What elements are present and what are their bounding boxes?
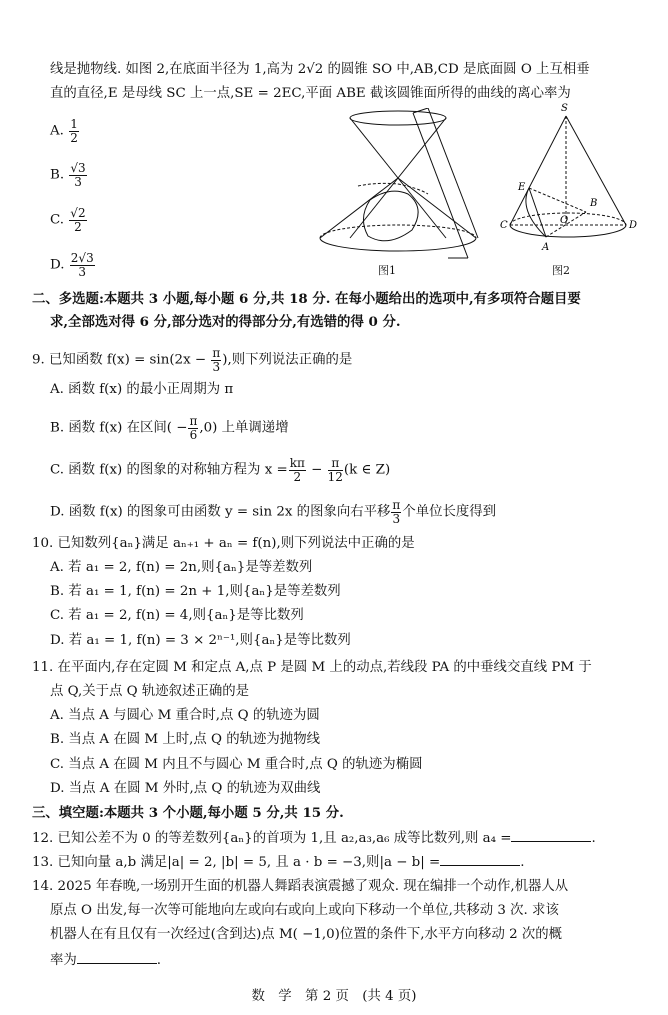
figure-1-double-cone bbox=[318, 108, 480, 268]
q11-stem-line2: 点 Q,关于点 Q 轨迹叙述正确的是 bbox=[50, 684, 250, 699]
answer-blank[interactable] bbox=[440, 853, 520, 866]
q10-option-b: B. 若 a₁ = 1, f(n) = 2n + 1,则{aₙ}是等差数列 bbox=[50, 584, 341, 599]
section2-heading-line1: 二、多选题:本题共 3 小题,每小题 6 分,共 18 分. 在每小题给出的选项中,有多项符合题目要 bbox=[32, 291, 581, 307]
q10-option-d: D. 若 a₁ = 1, f(n) = 3 × 2ⁿ⁻¹,则{aₙ}是等比数列 bbox=[50, 633, 351, 648]
label-a: A bbox=[542, 242, 550, 253]
q8-option-d bbox=[50, 252, 96, 278]
q9-option-b: B. 函数 f(x) 在区间( − $\frac{\pi}{6}$ ,0) 上单调递增 bbox=[50, 414, 289, 442]
label-o: O bbox=[560, 215, 569, 226]
answer-blank[interactable] bbox=[511, 829, 591, 842]
q10-option-c: C. 若 a₁ = 2, f(n) = 4,则{aₙ}是等比数列 bbox=[50, 608, 304, 623]
q9-option-c: C. 函数 f(x) 的图象的对称轴方程为 x = $\frac{k\pi}{2}$ − $\frac{\pi}{12}$ (k ∈ Z) bbox=[50, 456, 391, 484]
label-e: E bbox=[518, 182, 526, 193]
option-fraction: $\frac{√3}{3}$ bbox=[70, 161, 86, 189]
option-label: B. bbox=[50, 167, 65, 183]
label-b: B bbox=[590, 198, 598, 209]
q8-intro-line2: 直的直径,E 是母线 SC 上一点,SE = 2EC,平面 ABE 截该圆锥面所得的曲线的离心率为 bbox=[50, 86, 571, 101]
q13-text: 13. 已知向量 a,b 满足|a| = 2, |b| = 5, 且 a · b = −3,则|a − b| = . bbox=[32, 855, 525, 870]
figure-2-cone bbox=[498, 100, 648, 260]
q14-line1: 14. 2025 年春晚,一场别开生面的机器人舞蹈表演震撼了观众. 现在编排一个动作,机器人从 bbox=[32, 879, 569, 894]
q11-stem-line1: 11. 在平面内,存在定圆 M 和定点 A,点 P 是圆 M 上的动点,若线段 PA 的中垂线交直线 PM 于 bbox=[32, 660, 592, 675]
option-label: C. bbox=[50, 212, 65, 228]
q9-stem: 9. 已知函数 f(x) = sin(2x − $\frac{\pi}{3}$ ),则下列说法正确的是 bbox=[32, 346, 353, 374]
q11-option-c: C. 当点 A 在圆 M 内且不与圆心 M 重合时,点 Q 的轨迹为椭圆 bbox=[50, 757, 423, 772]
q12-text: 12. 已知公差不为 0 的等差数列{aₙ}的首项为 1,且 a₂,a₃,a₆ 成等比数列,则 a₄ = . bbox=[32, 831, 596, 846]
q11-option-b: B. 当点 A 在圆 M 上时,点 Q 的轨迹为抛物线 bbox=[50, 732, 320, 747]
q10-option-a: A. 若 a₁ = 2, f(n) = 2n,则{aₙ}是等差数列 bbox=[50, 560, 313, 575]
q8-option-a bbox=[50, 118, 80, 144]
q8-option-c bbox=[50, 207, 88, 233]
section3-heading: 三、填空题:本题共 3 个小题,每小题 5 分,共 15 分. bbox=[32, 805, 344, 821]
q9-option-d: D. 函数 f(x) 的图象可由函数 y = sin 2x 的图象向右平移 $\frac{\pi}{3}$ 个单位长度得到 bbox=[50, 498, 497, 526]
option-label: D. bbox=[50, 257, 65, 273]
label-c: C bbox=[500, 220, 508, 231]
option-label: A. bbox=[50, 123, 64, 139]
q11-option-a: A. 当点 A 与圆心 M 重合时,点 Q 的轨迹为圆 bbox=[50, 708, 320, 723]
q14-line2: 原点 O 出发,每一次等可能地向左或向右或向上或向下移动一个单位,共移动 3 次. 求该 bbox=[50, 903, 559, 918]
q14-line3: 机器人在有且仅有一次经过(含到达)点 M( −1,0)位置的条件下,水平方向移动 2 次的概 bbox=[50, 927, 563, 942]
figure-1-caption: 图1 bbox=[378, 264, 396, 277]
label-s: S bbox=[561, 103, 568, 114]
option-fraction: $\frac{√2}{2}$ bbox=[70, 206, 86, 234]
label-d: D bbox=[629, 220, 638, 231]
option-fraction: $\frac{2√3}{3}$ bbox=[70, 251, 94, 279]
q11-option-d: D. 当点 A 在圆 M 外时,点 Q 的轨迹为双曲线 bbox=[50, 781, 321, 796]
q14-line4: 率为 . bbox=[50, 953, 162, 968]
q8-intro-line1: 线是抛物线. 如图 2,在底面半径为 1,高为 2√2 的圆锥 SO 中,AB,CD 是底面圆 O 上互相垂 bbox=[50, 62, 590, 77]
q8-option-b bbox=[50, 162, 88, 188]
q10-stem: 10. 已知数列{aₙ}满足 aₙ₊₁ + aₙ = f(n),则下列说法中正确的是 bbox=[32, 536, 415, 551]
q9-option-a: A. 函数 f(x) 的最小正周期为 π bbox=[50, 382, 234, 397]
figure-2-caption: 图2 bbox=[552, 264, 570, 277]
section2-heading-line2: 求,全部选对得 6 分,部分选对的得部分分,有选错的得 0 分. bbox=[50, 314, 401, 330]
option-fraction: $\frac{1}{2}$ bbox=[70, 117, 78, 145]
page-footer: 数 学 第 2 页 (共 4 页) bbox=[251, 989, 417, 1004]
answer-blank[interactable] bbox=[77, 951, 157, 964]
